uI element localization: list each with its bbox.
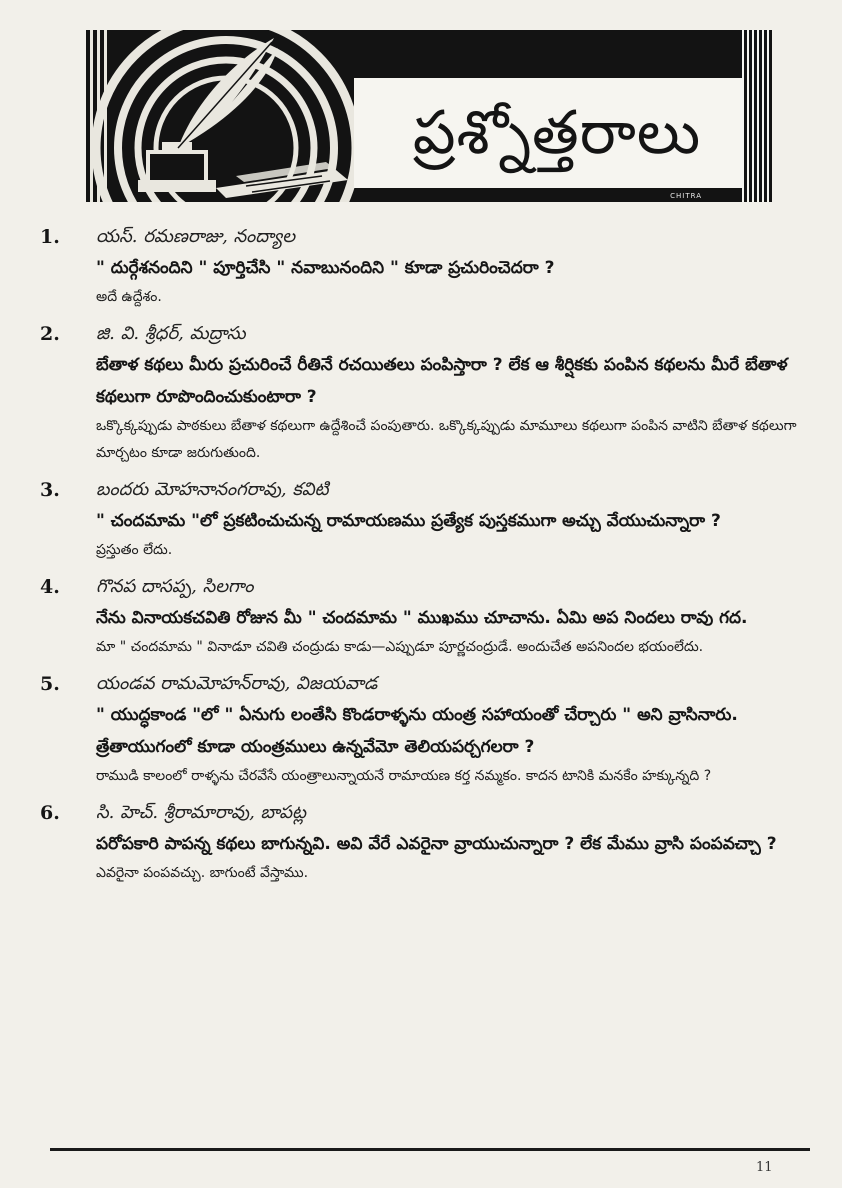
answer-text: ఒక్కొక్కప్పుడు పాఠకులు బేతాళ కథలుగా ఉద్దేశించే పంపుతారు. ఒక్కొక్కప్పుడు మామూలు కథలుగా పంపిన వాటిని బేతాళ కథలుగా మార్చటం కూడా జరుగుతుంది.	[96, 418, 797, 461]
answer-text: మా " చందమామ " వినాడూ చవితి చంద్రుడు కాడు—ఎప్పుడూ పూర్ణచంద్రుడే. అందుచేత అపనిందల భయంలేదు.	[96, 639, 704, 655]
asker-name: యండవ రామమోహన్‌రావు, విజయవాడ	[96, 673, 378, 694]
artist-credit: CHITRA	[670, 192, 702, 200]
banner-title-panel	[354, 78, 760, 188]
qa-item	[40, 319, 810, 467]
qa-number: 2.	[40, 323, 60, 345]
qa-item	[40, 572, 810, 661]
page-title: ప్రశ్నోత్తరాలు	[412, 98, 702, 168]
question-text: పరోపకారి పాపన్న కథలు బాగున్నవి. అవి వేరే ఎవరైనా వ్రాయుచున్నారా ? లేక మేము వ్రాసి పంపవచ్చా ?	[96, 834, 777, 854]
qa-number: 5.	[40, 673, 60, 695]
qa-list	[40, 222, 810, 895]
qa-item	[40, 669, 810, 790]
qa-item	[40, 798, 810, 887]
asker-name: సి. హెచ్. శ్రీరామారావు, బాపట్ల	[96, 802, 306, 823]
question-text: " దుర్గేశనందిని " పూర్తిచేసి " నవాబునందిని " కూడా ప్రచురించెదరా ?	[96, 258, 555, 278]
question-text: బేతాళ కథలు మీరు ప్రచురించే రీతినే రచయితలు పంపిస్తారా ? లేక ఆ శీర్షికకు పంపిన కథలను మీరే బేతాళ కథలుగా రూపొందించుకుంటారా ?	[96, 355, 788, 407]
asker-name: జి. వి. శ్రీధర్, మద్రాసు	[96, 323, 246, 344]
asker-name: బందరు మోహనానంగరావు, కవిటి	[96, 479, 329, 500]
page-number: 11	[756, 1160, 773, 1175]
qa-item	[40, 475, 810, 564]
qa-number: 3.	[40, 479, 60, 501]
answer-text: ప్రస్తుతం లేదు.	[96, 542, 173, 558]
qa-number: 6.	[40, 802, 60, 824]
footer-rule	[50, 1148, 810, 1151]
answer-text: రాముడి కాలంలో రాళ్ళను చేరవేసే యంత్రాలున్నాయనే రామాయణ కర్త నమ్మకం. కాదన టానికి మనకేం హక్కున్నది ?	[96, 768, 712, 784]
qa-item	[40, 222, 810, 311]
question-text: నేను వినాయకచవితి రోజున మీ " చందమామ " ముఖము చూచాను. ఏమి అప నిందలు రావు గద.	[96, 608, 748, 628]
header-banner	[86, 30, 772, 202]
question-text: " యుద్ధకాండ "లో " ఏనుగు లంతేసి కొండరాళ్ళను యంత్ర సహాయంతో చేర్చారు " అని వ్రాసినారు. త్రేతాయుగంలో కూడా యంత్రములు ఉన్నవేమో తెలియపర్చగలరా ?	[96, 705, 738, 757]
asker-name: గొనప దాసప్ప, సిలగాం	[96, 576, 254, 597]
answer-text: ఎవరైనా పంపవచ్చు. బాగుంటే వేస్తాము.	[96, 865, 309, 881]
qa-number: 4.	[40, 576, 60, 598]
asker-name: యస్. రమణరాజు, నంద్యాల	[96, 226, 296, 247]
banner-stripes	[742, 30, 772, 202]
answer-text: అదే ఉద్దేశం.	[96, 289, 162, 305]
question-text: " చందమామ "లో ప్రకటించుచున్న రామాయణము ప్రత్యేక పుస్తకముగా అచ్చు వేయుచున్నారా ?	[96, 511, 721, 531]
qa-number: 1.	[40, 226, 60, 248]
